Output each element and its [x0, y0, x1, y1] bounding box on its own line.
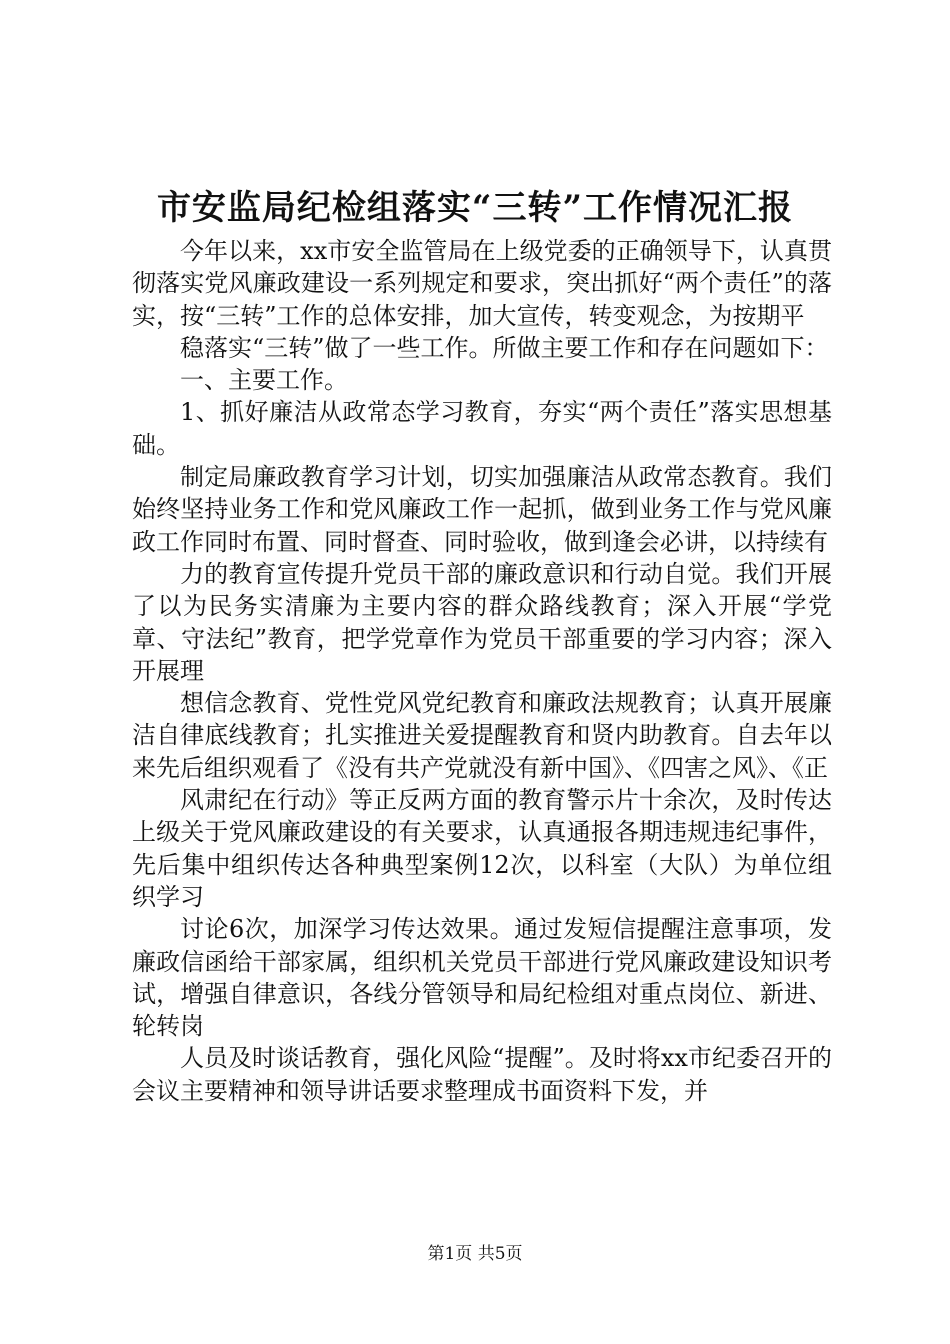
- body-paragraph: 力的教育宣传提升党员干部的廉政意识和行动自觉。我们开展了以为民务实清廉为主要内容的群众路线教育；深入开展“学党章、守法纪”教育，把学党章作为党员干部重要的学习内容；深入开展理: [132, 559, 832, 685]
- document-body: [132, 235, 832, 1107]
- page-footer: [0, 1242, 950, 1266]
- document-title: 市安监局纪检组落实“三转”工作情况汇报: [156, 188, 794, 228]
- section-heading: 一、主要工作。: [180, 366, 348, 395]
- body-paragraph: 人员及时谈话教育，强化风险“提醒”。及时将xx市纪委召开的会议主要精神和领导讲话要求整理成书面资料下发，并: [132, 1044, 832, 1105]
- subsection-heading: 1、抓好廉洁从政常态学习教育，夯实“两个责任”落实思想基础。: [132, 398, 832, 459]
- body-paragraph: 今年以来，xx市安全监管局在上级党委的正确领导下，认真贯彻落实党风廉政建设一系列规定和要求，突出抓好“两个责任”的落实，按“三转”工作的总体安排，加大宣传，转变观念，为按期平: [132, 237, 832, 330]
- body-paragraph: 稳落实“三转”做了一些工作。所做主要工作和存在问题如下：: [180, 333, 829, 362]
- body-paragraph: 风肃纪在行动》等正反两方面的教育警示片十余次，及时传达上级关于党风廉政建设的有关要求，认真通报各期违规违纪事件，先后集中组织传达各种典型案例12次，以科室（大队）为单位组织学习: [132, 786, 832, 911]
- page-indicator: 第1页 共5页: [427, 1244, 523, 1264]
- body-paragraph: 讨论6次，加深学习传达效果。通过发短信提醒注意事项，发廉政信函给干部家属，组织机关党员干部进行党风廉政建设知识考试，增强自律意识，各线分管领导和局纪检组对重点岗位、新进、轮转岗: [132, 915, 832, 1041]
- body-paragraph: 制定局廉政教育学习计划，切实加强廉洁从政常态教育。我们始终坚持业务工作和党风廉政工作一起抓，做到业务工作与党风廉政工作同时布置、同时督查、同时验收，做到逢会必讲，以持续有: [132, 463, 832, 556]
- body-paragraph: 想信念教育、党性党风党纪教育和廉政法规教育；认真开展廉洁自律底线教育；扎实推进关爱提醒教育和贤内助教育。自去年以来先后组织观看了《没有共产党就没有新中国》、《四害之风》、《正: [132, 689, 832, 782]
